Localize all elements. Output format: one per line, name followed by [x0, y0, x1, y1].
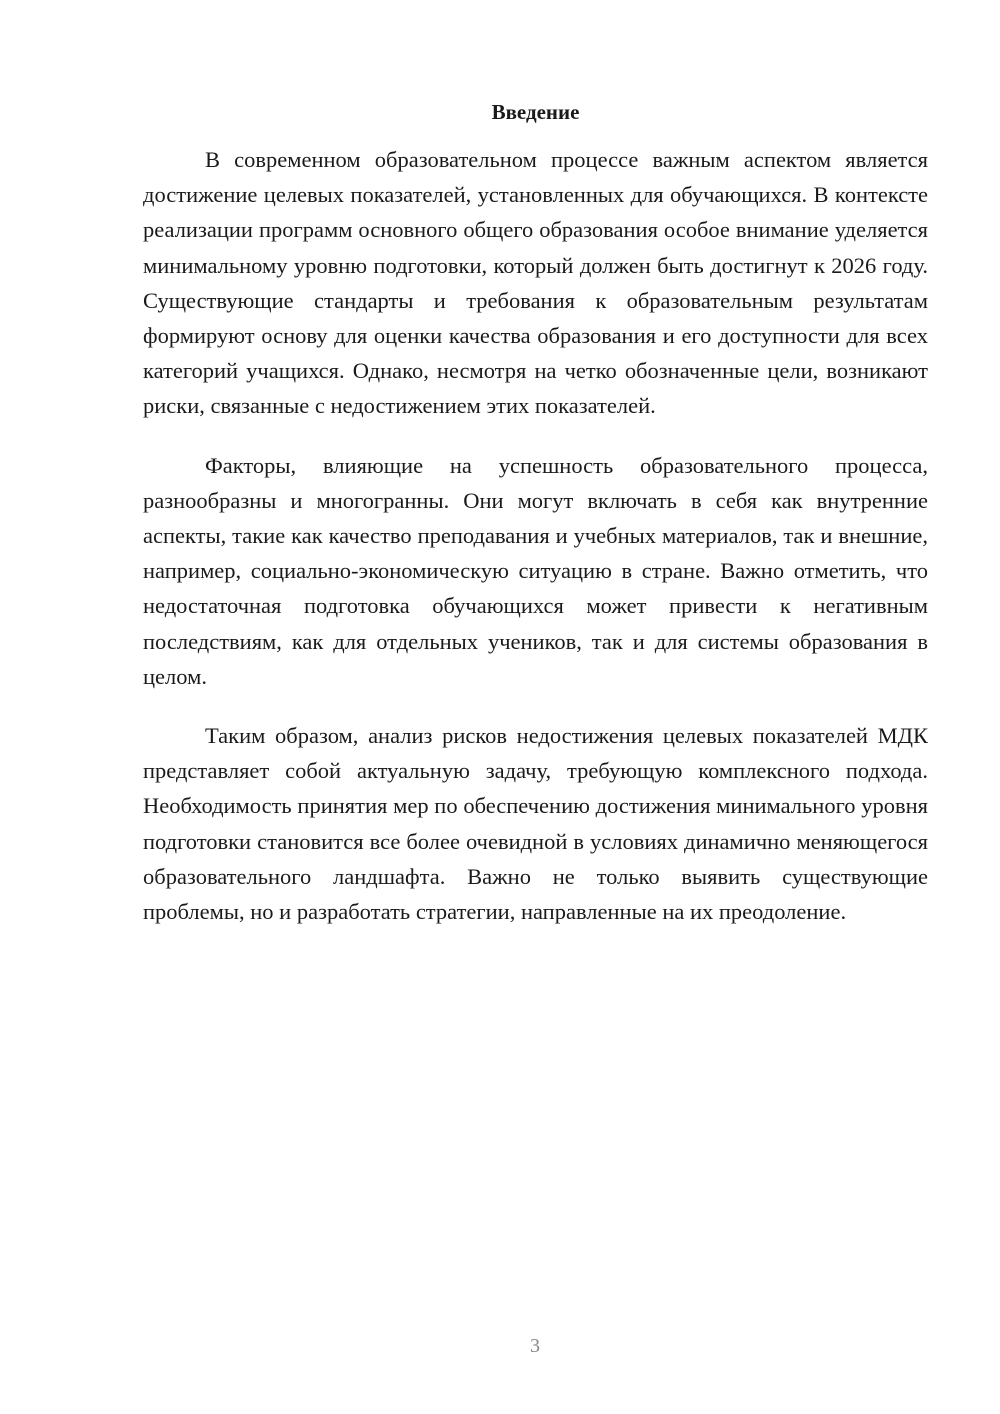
document-body [143, 142, 928, 953]
page-number: 3 [530, 1335, 540, 1357]
paragraph-3: Таким образом, анализ рисков недостижения целевых показателей МДК представляет собой актуальную задачу, требующую комплексного подхода. Необходимость принятия мер по обеспечению достижения минимального уровня подготовки становится все более очевидной в условиях динамично меняющегося образовательного ландшафта. Важно не только выявить существующие проблемы, но и разработать стратегии, направленные на их преодоление. [143, 723, 928, 925]
paragraph-2: Факторы, влияющие на успешность образовательного процесса, разнообразны и многогранны. Они могут включать в себя как внутренние аспекты, такие как качество преподавания и учебных материалов, так и внешние, например, социально-экономическую ситуацию в стране. Важно отметить, что недостаточная подготовка обучающихся может привести к негативным последствиям, как для отдельных учеников, так и для системы образования в целом. [143, 452, 928, 689]
paragraph-1: В современном образовательном процессе важным аспектом является достижение целевых показателей, установленных для обучающихся. В контексте реализации программ основного общего образования особое внимание уделяется минимальному уровню подготовки, который должен быть достигнут к 2026 году. Существующие стандарты и требования к образовательным результатам формируют основу для оценки качества образования и его доступности для всех категорий учащихся. Однако, несмотря на четко обозначенные цели, возникают риски, связанные с недостижением этих показателей. [143, 147, 928, 419]
section-heading: Введение [491, 100, 580, 124]
